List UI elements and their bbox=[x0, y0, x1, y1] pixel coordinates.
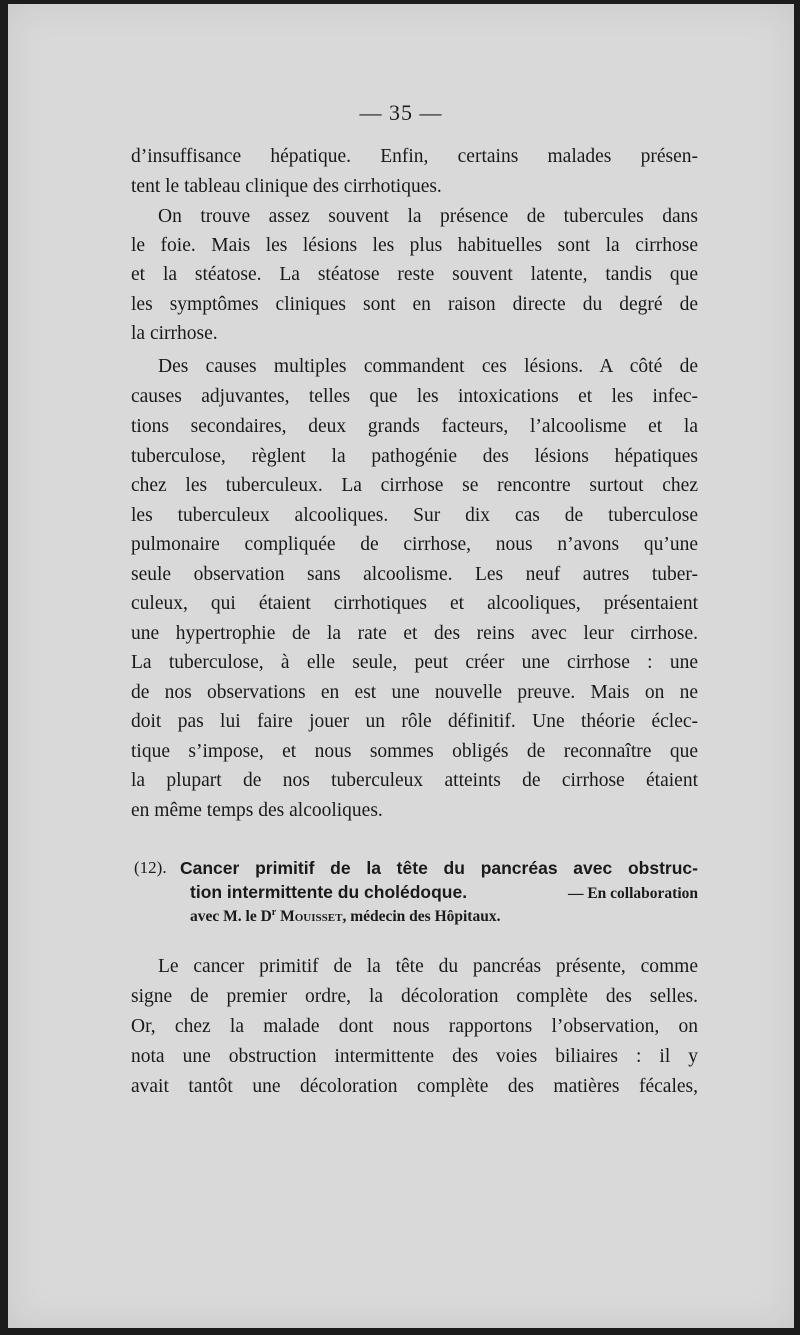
text-line: tique s’impose, et nous sommes obligés de reconnaître que bbox=[131, 741, 698, 762]
collab-text: avec M. le D bbox=[190, 908, 272, 926]
section-title-line-2 bbox=[190, 882, 698, 903]
text-line: Le cancer primitif de la tête du pancréas présente, comme bbox=[158, 956, 698, 977]
book-page bbox=[8, 4, 794, 1328]
collaboration-line bbox=[190, 907, 500, 926]
collaborator-name: Mouisset bbox=[280, 908, 343, 926]
page-number: — 35 — bbox=[359, 100, 443, 125]
text-line: en même temps des alcooliques. bbox=[131, 800, 383, 821]
text-line: signe de premier ordre, la décoloration complète des selles. bbox=[131, 986, 698, 1007]
text-line: culeux, qui étaient cirrhotiques et alcooliques, présentaient bbox=[131, 593, 698, 614]
text-line: les tuberculeux alcooliques. Sur dix cas de tuberculose bbox=[131, 505, 698, 526]
text-line: le foie. Mais les lésions les plus habituelles sont la cirrhose bbox=[131, 235, 698, 256]
text-line: Or, chez la malade dont nous rapportons l’observation, on bbox=[131, 1016, 698, 1037]
text-line: pulmonaire compliquée de cirrhose, nous n’avons qu’une bbox=[131, 534, 698, 555]
text-line: chez les tuberculeux. La cirrhose se rencontre surtout chez bbox=[131, 475, 698, 496]
text-line: une hypertrophie de la rate et des reins avec leur cirrhose. bbox=[131, 623, 698, 644]
text-line: de nos observations en est une nouvelle preuve. Mais on ne bbox=[131, 682, 698, 703]
text-line: doit pas lui faire jouer un rôle définitif. Une théorie éclec- bbox=[131, 711, 698, 732]
text-line: la cirrhose. bbox=[131, 323, 218, 344]
section-title-line: Cancer primitif de la tête du pancréas avec obstruc- bbox=[180, 858, 698, 878]
text-line: les symptômes cliniques sont en raison directe du degré de bbox=[131, 294, 698, 315]
text-line: tuberculose, règlent la pathogénie des lésions hépatiques bbox=[131, 446, 698, 467]
section-title-end: tion intermittente du cholédoque. bbox=[190, 882, 468, 902]
text-line: causes adjuvantes, telles que les intoxications et les infec- bbox=[131, 386, 698, 407]
text-line: et la stéatose. La stéatose reste souvent latente, tandis que bbox=[131, 264, 698, 285]
section-number: (12). bbox=[134, 858, 167, 877]
text-line: La tuberculose, à elle seule, peut créer une cirrhose : une bbox=[131, 652, 698, 673]
text-line: tions secondaires, deux grands facteurs, l’alcoolisme et la bbox=[131, 416, 698, 437]
text-line: avait tantôt une décoloration complète des matières fécales, bbox=[131, 1076, 698, 1097]
collaboration-note: — En collaboration bbox=[567, 885, 698, 902]
collab-superscript: r bbox=[271, 907, 277, 918]
text-line: On trouve assez souvent la présence de tubercules dans bbox=[158, 206, 698, 227]
text-line: Des causes multiples commandent ces lésions. A côté de bbox=[158, 356, 698, 377]
text-line: tent le tableau clinique des cirrhotiques. bbox=[131, 176, 442, 197]
text-line: la plupart de nos tuberculeux atteints de cirrhose étaient bbox=[131, 770, 698, 791]
text-line: d’insuffisance hépatique. Enfin, certains malades présen- bbox=[131, 146, 698, 167]
collab-text-end: , médecin des Hôpitaux. bbox=[342, 908, 501, 926]
text-line: nota une obstruction intermittente des voies biliaires : il y bbox=[131, 1046, 698, 1067]
text-line: seule observation sans alcoolisme. Les neuf autres tuber- bbox=[131, 564, 698, 585]
